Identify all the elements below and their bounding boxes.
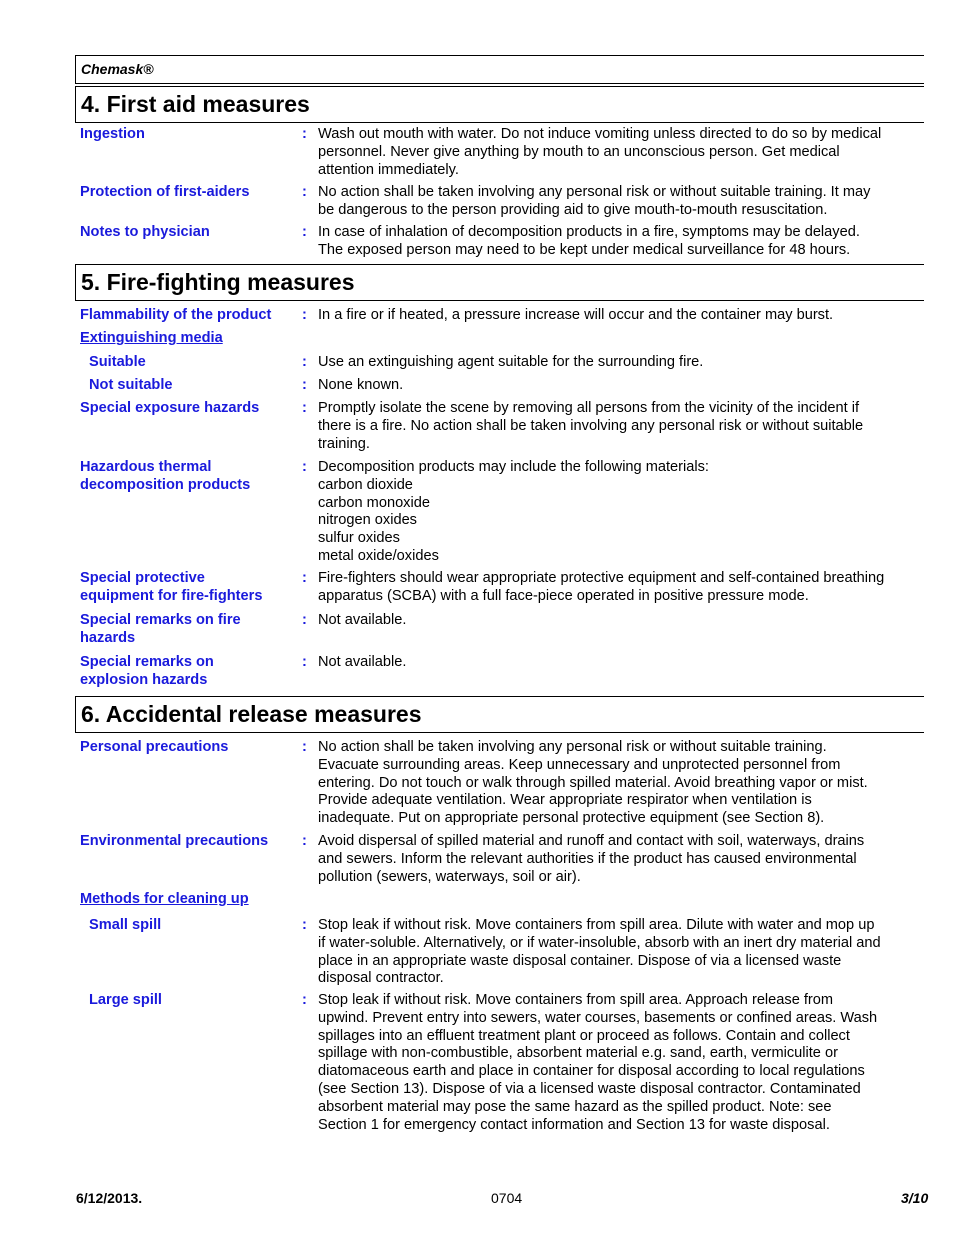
value-line: there is a fire. No action shall be taken involving any personal risk or without suitable: [318, 417, 864, 434]
value-line: metal oxide/oxides: [318, 547, 439, 564]
label-line: Special remarks on fire: [80, 612, 241, 628]
colon: :: [302, 833, 307, 849]
row-value: [318, 612, 924, 630]
label-line: Special remarks on: [80, 654, 214, 670]
row-value: [318, 184, 924, 220]
value-line: Section 1 for emergency contact information and Section 13 for waste disposal.: [318, 1116, 830, 1133]
value-line: disposal contractor.: [318, 970, 444, 987]
value-line: spillages into an effluent treatment plant or proceed as follows. Contain and collect: [318, 1027, 850, 1044]
value-line: place in an appropriate waste disposal container. Dispose of via a licensed waste: [318, 952, 842, 969]
colon: :: [302, 307, 307, 323]
value-line: The exposed person may need to be kept under medical surveillance for 48 hours.: [318, 241, 851, 258]
label-line: explosion hazards: [80, 671, 208, 688]
value-line: (see Section 13). Dispose of via a licensed waste disposal contractor. Contaminated: [318, 1080, 861, 1097]
row-label: Flammability of the product: [80, 307, 272, 323]
value-line: and sewers. Inform the relevant authorities if the product has caused environmental: [318, 850, 857, 867]
section-4-title: 4. First aid measures: [75, 86, 924, 123]
value-line: absorbent material may pose the same hazard as the spilled product. Note: see: [318, 1098, 832, 1115]
row-label: [80, 570, 295, 606]
value-line: Wash out mouth with water. Do not induce vomiting unless directed to do so by medical: [318, 126, 882, 142]
row-label: Suitable: [89, 354, 146, 370]
row-value: [318, 459, 924, 566]
row-value: [318, 126, 924, 179]
colon: :: [302, 400, 307, 416]
value-line: pollution (sewers, waterways, soil or air).: [318, 868, 581, 885]
row-value: [318, 224, 924, 260]
product-name: Chemask®: [81, 61, 154, 77]
colon: :: [302, 377, 307, 393]
row-label: Not suitable: [89, 377, 173, 393]
value-line: upwind. Prevent entry into sewers, water courses, basements or confined areas. Wash: [318, 1009, 878, 1026]
label-line: Special protective: [80, 570, 205, 586]
value-line: Not available.: [318, 612, 407, 628]
value-line: Promptly isolate the scene by removing all persons from the vicinity of the incident if: [318, 400, 860, 416]
colon: :: [302, 570, 307, 586]
row-value: [318, 739, 924, 828]
row-label: Small spill: [89, 917, 162, 933]
row-label: Environmental precautions: [80, 833, 269, 849]
label-line: hazards: [80, 629, 136, 646]
label-line: Hazardous thermal: [80, 459, 212, 475]
label-line: equipment for fire-fighters: [80, 587, 263, 604]
colon: :: [302, 354, 307, 370]
value-line: No action shall be taken involving any personal risk or without suitable training.: [318, 739, 827, 755]
value-line: entering. Do not touch or walk through spilled material. Avoid breathing vapor or mist.: [318, 774, 868, 791]
document-header: [75, 55, 924, 84]
colon: :: [302, 654, 307, 670]
value-line: spillage with non-combustible, absorbent material e.g. sand, earth, vermiculite or: [318, 1045, 838, 1062]
label-line: decomposition products: [80, 476, 251, 493]
row-value: [318, 354, 924, 372]
value-line: Stop leak if without risk. Move containers from spill area. Dilute with water and mop up: [318, 917, 875, 933]
colon: :: [302, 992, 307, 1008]
value-line: Not available.: [318, 654, 407, 670]
row-value: [318, 654, 924, 672]
value-line: carbon monoxide: [318, 494, 430, 511]
row-label: Personal precautions: [80, 739, 229, 755]
value-line: No action shall be taken involving any personal risk or without suitable training. It may: [318, 184, 871, 200]
row-label: [80, 459, 295, 495]
row-value: [318, 917, 924, 988]
value-line: carbon dioxide: [318, 476, 413, 493]
value-line: Decomposition products may include the following materials:: [318, 459, 709, 475]
value-line: In case of inhalation of decomposition products in a fire, symptoms may be delayed.: [318, 224, 860, 240]
row-value: [318, 833, 924, 886]
value-line: if water-soluble. Alternatively, or if water-insoluble, absorb with an inert dry material and: [318, 934, 881, 951]
extinguishing-media-link[interactable]: Extinguishing media: [80, 330, 223, 346]
colon: :: [302, 224, 307, 240]
colon: :: [302, 184, 307, 200]
colon: :: [302, 917, 307, 933]
colon: :: [302, 739, 307, 755]
value-line: be dangerous to the person providing aid to give mouth-to-mouth resuscitation.: [318, 201, 828, 218]
value-line: nitrogen oxides: [318, 512, 417, 529]
value-line: Stop leak if without risk. Move containers from spill area. Approach release from: [318, 992, 834, 1008]
value-line: Use an extinguishing agent suitable for the surrounding fire.: [318, 354, 704, 370]
value-line: In a fire or if heated, a pressure increase will occur and the container may burst.: [318, 307, 834, 323]
row-label: Special exposure hazards: [80, 400, 260, 416]
value-line: diatomaceous earth and place in container for disposal according to local regulations: [318, 1063, 865, 1080]
value-line: Evacuate surrounding areas. Keep unnecessary and unprotected personnel from: [318, 756, 841, 773]
row-label: Large spill: [89, 992, 162, 1008]
colon: :: [302, 612, 307, 628]
section-6-title: 6. Accidental release measures: [75, 696, 924, 733]
value-line: None known.: [318, 377, 404, 393]
section-5-title: 5. Fire-fighting measures: [75, 264, 924, 301]
value-line: attention immediately.: [318, 161, 459, 178]
colon: :: [302, 459, 307, 475]
value-line: personnel. Never give anything by mouth to an unconscious person. Get medical: [318, 143, 840, 160]
row-value: [318, 377, 924, 395]
value-line: Avoid dispersal of spilled material and runoff and contact with soil, waterways, drains: [318, 833, 865, 849]
row-label: [80, 654, 295, 690]
row-label: [80, 612, 295, 648]
value-line: sulfur oxides: [318, 530, 400, 547]
row-value: [318, 992, 924, 1134]
value-line: Fire-fighters should wear appropriate protective equipment and self-contained breathing: [318, 570, 885, 586]
footer-code: 0704: [491, 1190, 523, 1206]
row-label: Ingestion: [80, 126, 145, 142]
row-value: [318, 570, 924, 606]
methods-for-cleaning-up-link[interactable]: Methods for cleaning up: [80, 891, 249, 907]
value-line: Provide adequate ventilation. Wear appropriate respirator when ventilation is: [318, 792, 812, 809]
row-label: Notes to physician: [80, 224, 210, 240]
value-line: apparatus (SCBA) with a full face-piece operated in positive pressure mode.: [318, 587, 809, 604]
row-label: Protection of first-aiders: [80, 184, 250, 200]
row-value: [318, 307, 924, 325]
colon: :: [302, 126, 307, 142]
footer-date: 6/12/2013.: [76, 1190, 143, 1206]
value-line: training.: [318, 435, 370, 452]
row-value: [318, 400, 924, 453]
value-line: inadequate. Put on appropriate personal protective equipment (see Section 8).: [318, 810, 825, 827]
footer-page-number: 3/10: [901, 1190, 929, 1206]
